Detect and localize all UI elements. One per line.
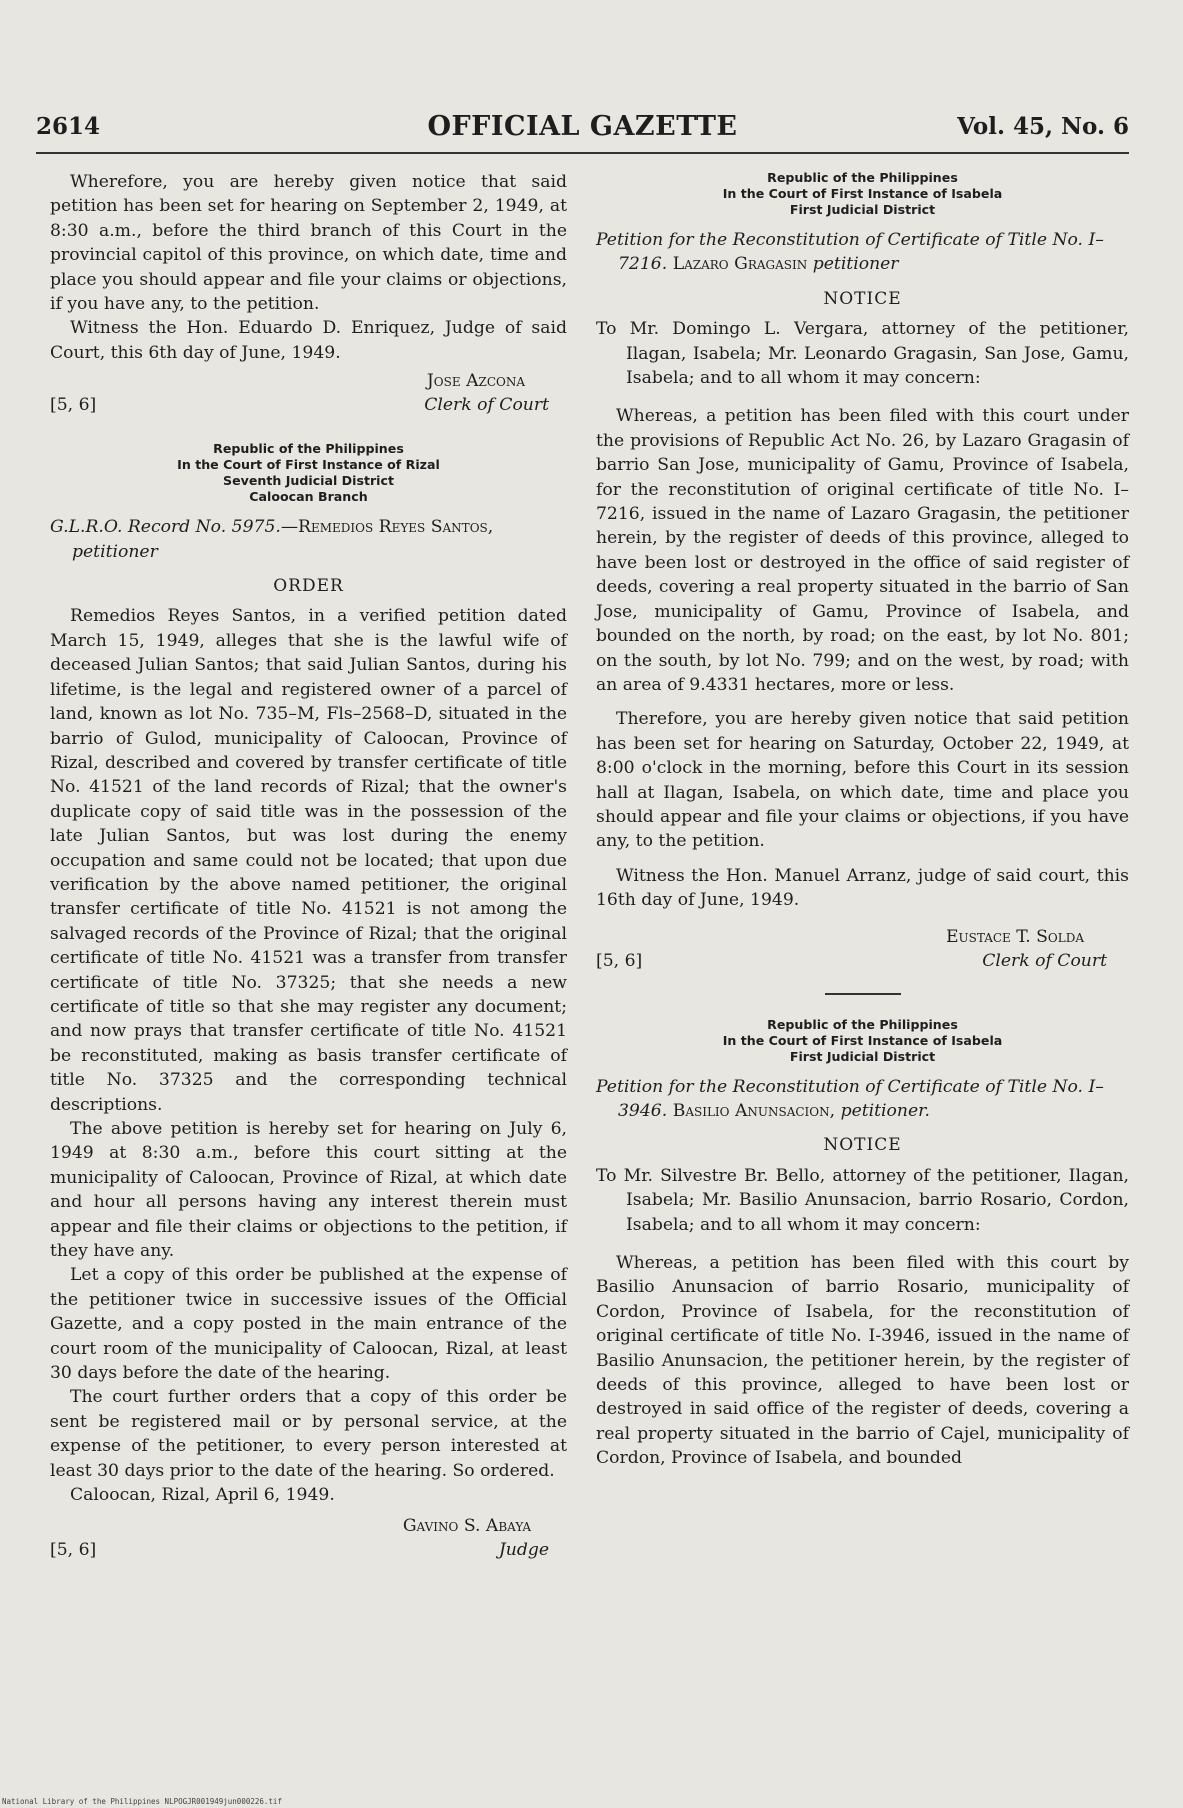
caption-line: First Judicial District <box>789 202 936 217</box>
notice-paragraph: Therefore, you are hereby given notice that said petition has been set for hearing on Saturday, October 22, 1949, at 8:00 o'clock in the morning, before this Court in its session hall at Ilagan, Isabela, on which date, time and place you should appear and file your claims or objections, if you have any, to the petition. <box>596 709 1129 852</box>
order-paragraph: The court further orders that a copy of this order be sent be registered mail or by personal service, at the expense of the petitioner, to every person interested at least 30 days prior to the date of the hearing. So ordered. <box>50 1387 567 1481</box>
caption-line: Seventh Judicial District <box>223 473 394 489</box>
order-signature <box>50 1514 567 1564</box>
order-place-date: Caloocan, Rizal, April 6, 1949. <box>70 1485 335 1506</box>
order-paragraph: The above petition is hereby set for hearing on July 6, 1949 at 8:30 a.m., before this court sitting at the municipality of Caloocan, Province of Rizal, at which date and hour all persons having any interest therein must appear and file their claims or objections to the petition, if they have any. <box>50 1119 567 1262</box>
caption-line: In the Court of First Instance of Isabela <box>722 186 1003 201</box>
caption-line: In the Court of First Instance of Isabela <box>722 1032 1003 1048</box>
caption-line: First Judicial District <box>789 1048 936 1064</box>
page-header <box>36 105 1129 149</box>
intro-signature <box>50 369 567 419</box>
order-paragraph: Let a copy of this order be published at the expense of the petitioner twice in successive issues of the Official Gazette, and a copy posted in the main entrance of the court room of the municipality of Caloocan, Rizal, at least 30 days before the date of the hearing. <box>50 1265 567 1384</box>
section-divider <box>825 993 901 995</box>
notice-paragraph: Whereas, a petition has been filed with this court under the provisions of Republic Act No. 26, by Lazaro Gragasin of barrio San Jose, municipality of Gamu, Province of Isabela, for the reconstitution of original certificate of title No. I–7216, issued in the name of Lazaro Gragasin, the petitioner herein, by the register of deeds of this province, alleged to have been lost or destroyed in the office of said register of deeds, covering a real property situated in the barrio of San Jose, municipality of Gamu, Province of Isabela, and bounded on the north, by road; on the east, by lot No. 801; on the south, by lot No. 799; and on the west, by road; with an area of 9.4331 hectares, more or less. <box>596 406 1129 695</box>
left-column <box>50 170 567 1564</box>
court-caption <box>50 441 567 505</box>
order-heading: ORDER <box>273 576 344 597</box>
notice-witness: Witness the Hon. Manuel Arranz, judge of said court, this 16th day of June, 1949. <box>596 865 1129 911</box>
caption-line: Republic of the Philippines <box>767 1016 958 1032</box>
intro-paragraph: Wherefore, you are hereby given notice that said petition has been set for hearing on September 2, 1949, at 8:30 a.m., before the third branch of this Court in the provincial capitol of this province, on which date, time and place you should appear and file your claims or objections, if you have any, to the petition. <box>50 172 567 315</box>
case-record: Petition for the Reconstitution of Certificate of Title No. I–3946. <box>596 1076 1104 1121</box>
petitioner-name: Basilio Anunsacion, <box>672 1100 836 1121</box>
issue-bracket: [5, 6] <box>50 395 97 416</box>
case-title <box>596 1075 1129 1124</box>
notice-heading: NOTICE <box>823 1135 902 1156</box>
signer-role: Clerk of Court <box>424 395 549 416</box>
order-paragraph: Remedios Reyes Santos, in a verified petition dated March 15, 1949, alleges that she is the lawful wife of deceased Julian Santos; that said Julian Santos, during his lifetime, is the legal and registered owner of a parcel of land, known as lot No. 735–M, Fls–2568–D, situated in the barrio of Gulod, municipality of Caloocan, Province of Rizal, described and covered by transfer certificate of title No. 41521 of the land records of Rizal; that the owner's duplicate copy of said title was in the possession of the late Julian Santos, but was lost during the enemy occupation and same could not be located; that upon due verification by the above named petitioner, the original transfer certificate of title No. 41521 is not among the salvaged records of the Province of Rizal; that the original certificate of title No. 41521 was a transfer from transfer certificate of title No. 37325; that she needs a new certificate of title so that she may register any document; and now prays that transfer certificate of title No. 41521 be reconstituted, making as basis transfer certificate of title No. 37325 and the corresponding technical descriptions. <box>50 606 567 1115</box>
signer-name: Jose Azcona <box>426 371 525 392</box>
court-caption <box>596 170 1129 218</box>
case-title <box>596 228 1129 277</box>
publication-title: OFFICIAL GAZETTE <box>427 111 738 142</box>
petitioner-label: petitioner. <box>840 1100 930 1121</box>
issue-bracket: [5, 6] <box>596 950 643 971</box>
case-record: G.L.R.O. Record No. 5975.— <box>50 517 299 538</box>
notice-addressees: To Mr. Domingo L. Vergara, attorney of the petitioner, Ilagan, Isabela; Mr. Leonardo Gragasin, San Jose, Gamu, Isabela; and to all whom it may concern: <box>596 319 1129 389</box>
issue-bracket: [5, 6] <box>50 1539 97 1560</box>
volume-number: Vol. 45, No. 6 <box>957 113 1129 140</box>
notice-heading: NOTICE <box>823 288 902 309</box>
right-column <box>596 170 1129 1471</box>
signer-role: Clerk of Court <box>982 950 1107 971</box>
scan-footer: National Library of the Philippines NLPOGJR001949jun000226.tif <box>2 1797 282 1806</box>
petitioner-label: petitioner <box>812 254 899 275</box>
case-record: Petition for the Reconstitution of Certificate of Title No. I–7216. <box>596 230 1104 275</box>
signer-name: Gavino S. Abaya <box>402 1515 531 1536</box>
caption-line: In the Court of First Instance of Rizal <box>177 457 440 473</box>
petitioner-name: Lazaro Gragasin <box>672 254 808 275</box>
signer-name: Eustace T. Solda <box>945 926 1084 947</box>
notice-addressees: To Mr. Silvestre Br. Bello, attorney of the petitioner, Ilagan, Isabela; Mr. Basilio Anunsacion, barrio Rosario, Cordon, Isabela; and to all whom it may concern: <box>596 1165 1129 1235</box>
case-title <box>50 515 567 564</box>
caption-line: Caloocan Branch <box>249 489 368 505</box>
court-caption <box>596 1017 1129 1065</box>
intro-witness: Witness the Hon. Eduardo D. Enriquez, Judge of said Court, this 6th day of June, 1949. <box>50 318 567 363</box>
notice-paragraph: Whereas, a petition has been filed with this court by Basilio Anunsacion of barrio Rosario, municipality of Cordon, Province of Isabela, for the reconstitution of original certificate of title No. I-3946, issued in the name of Basilio Anunsacion, the petitioner herein, by the register of deeds of this province, alleged to have been lost or destroyed in said office of the register of deeds, covering a real property situated in the barrio of Cajel, municipality of Cordon, Province of Isabela, and bounded <box>596 1253 1129 1469</box>
header-rule <box>36 152 1129 154</box>
page-number: 2614 <box>36 113 101 140</box>
petitioner-name: Remedios Reyes Santos, <box>298 517 494 538</box>
petitioner-label: petitioner <box>72 541 158 562</box>
caption-line: Republic of the Philippines <box>213 441 404 457</box>
notice-signature <box>596 925 1129 975</box>
signer-role: Judge <box>498 1539 549 1560</box>
caption-line: Republic of the Philippines <box>767 170 958 185</box>
